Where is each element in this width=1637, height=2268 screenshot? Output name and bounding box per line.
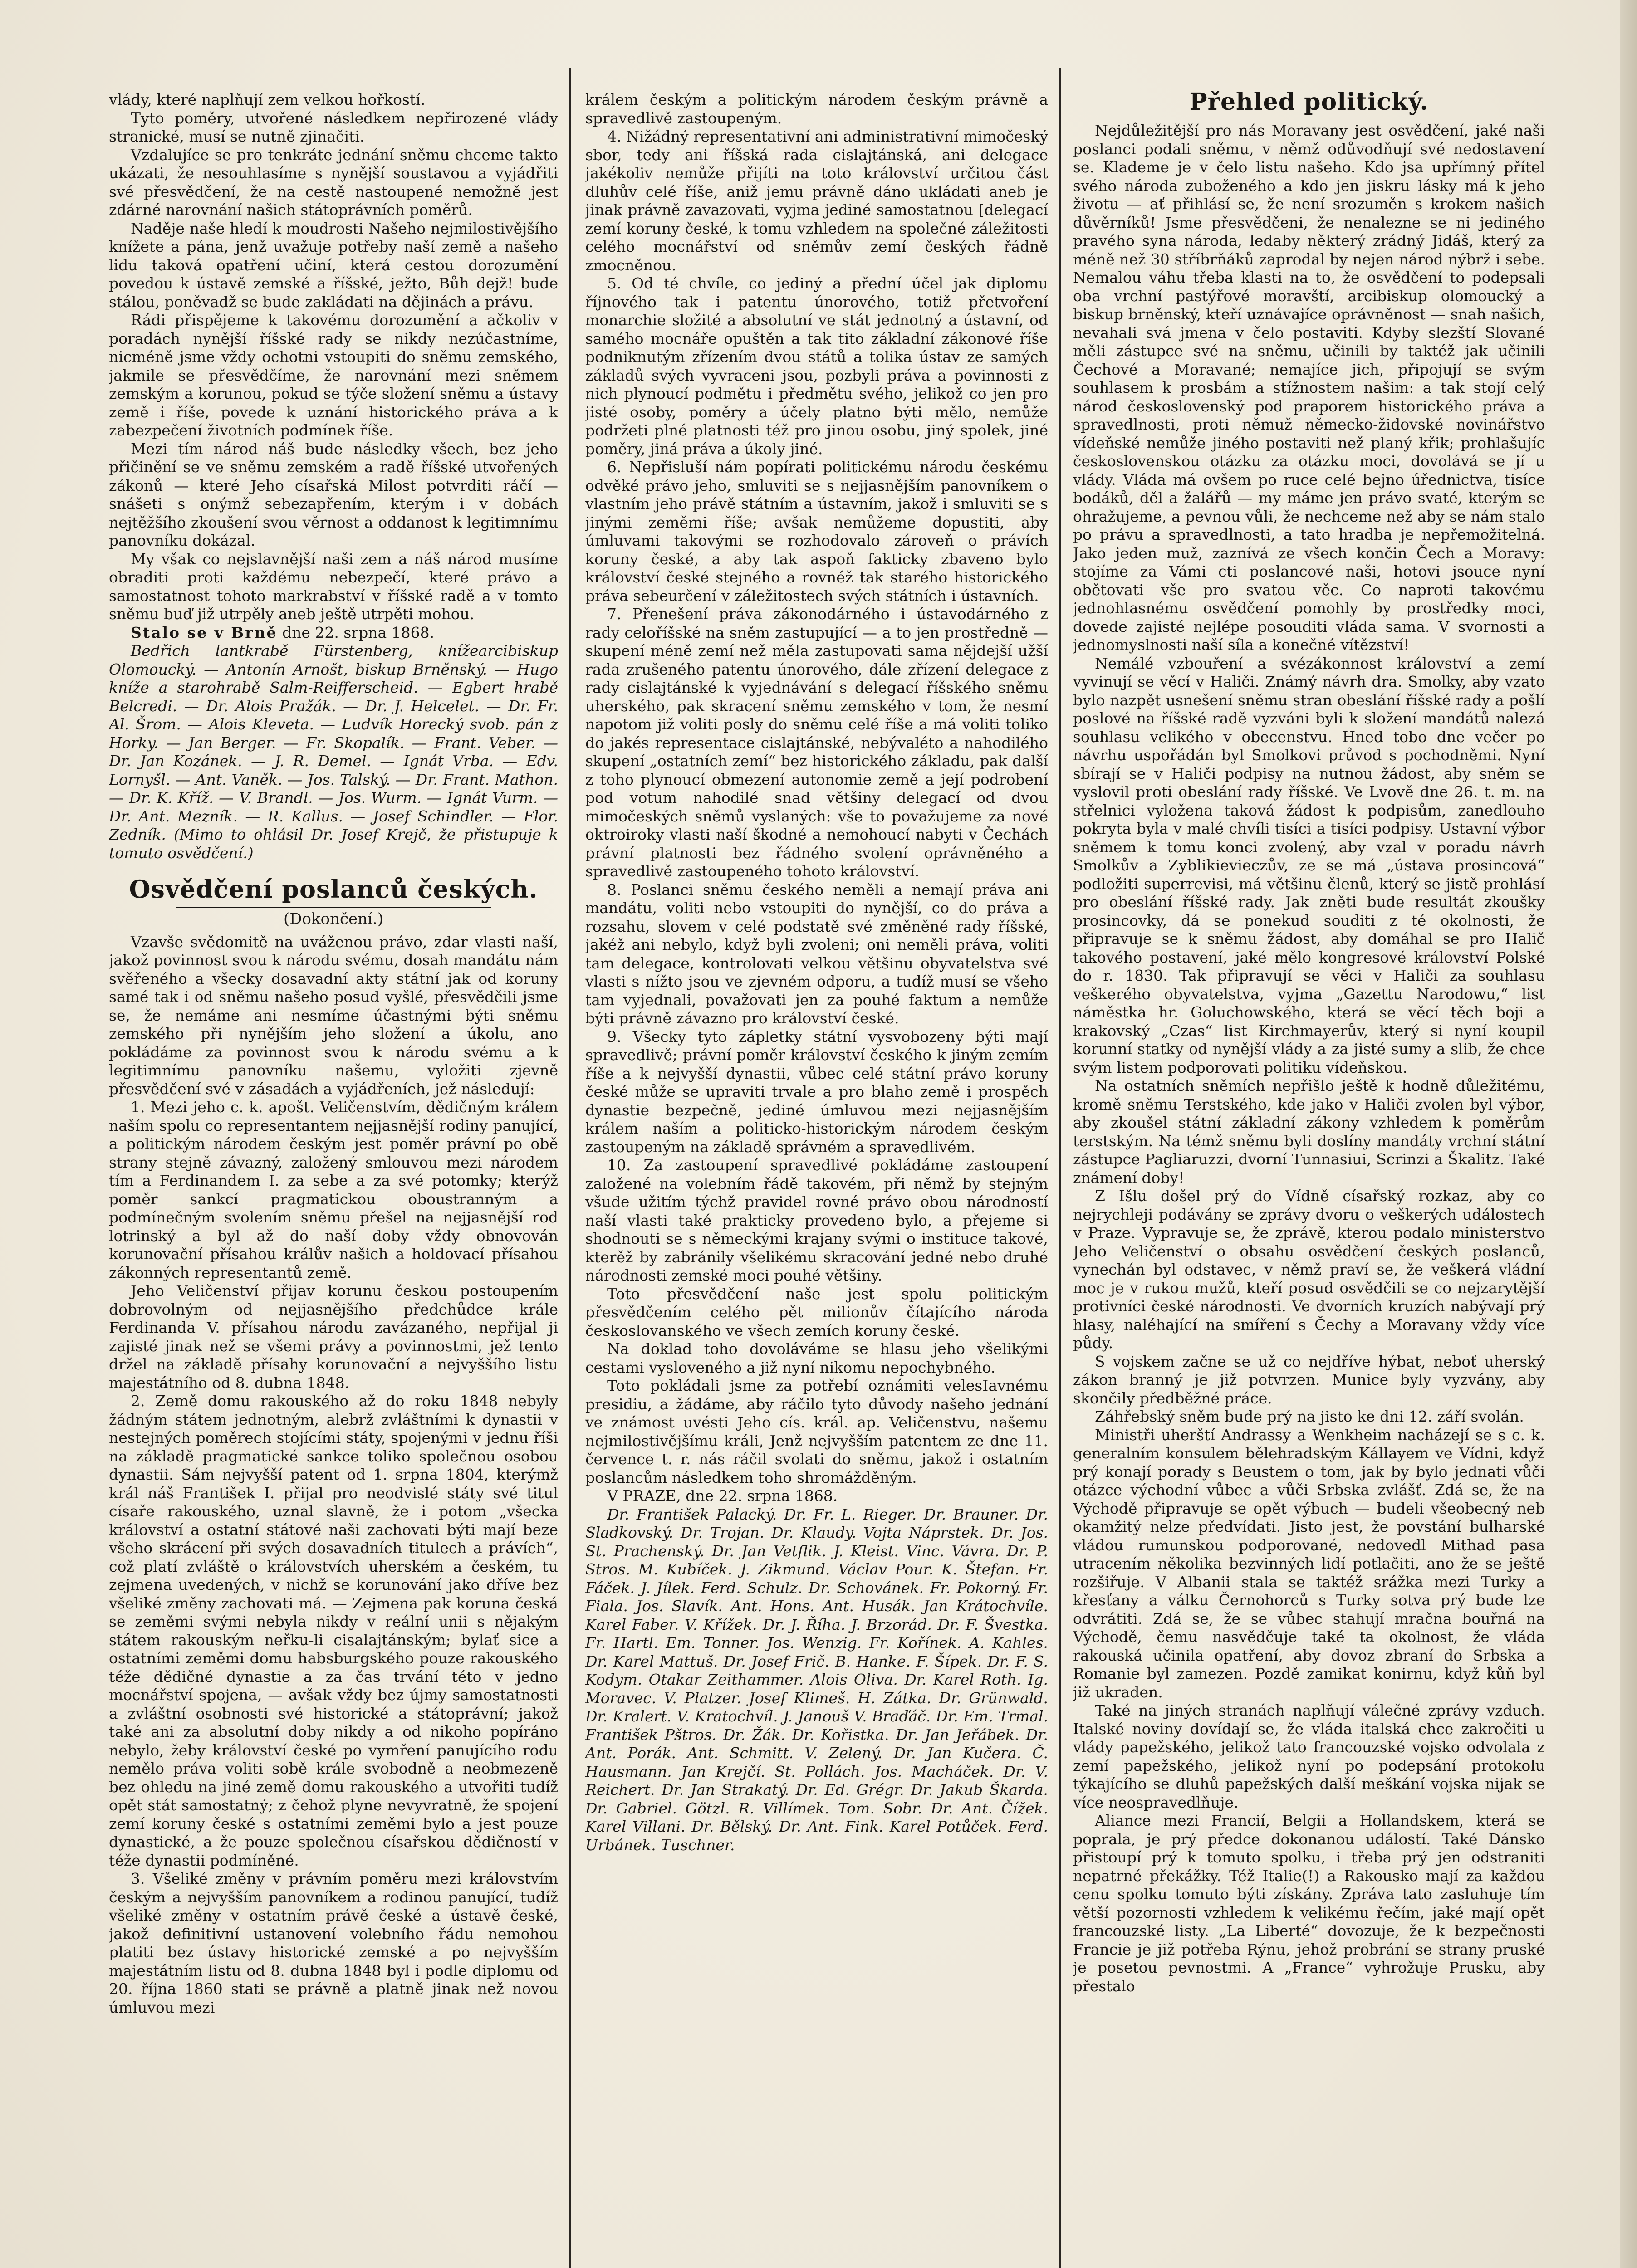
- paragraph: Rádi přispějeme k takovému dorozumění a ačkoliv v poradách nynější říšské rady se nikdy nezúčastníme, nicméně jsme vždy ochotni vstoupiti do sněmu zemského, jakmile se přesvědčíme, že narovnání mezi sněmem zemským a korunou, pokud se týče složení sněmu a ústavy země i říše, povede k uznání historického práva a k zabezpečení životních podmínek říše.: [109, 311, 558, 439]
- paragraph: Z Išlu došel prý do Vídně císařský rozkaz, aby co nejrychleji podávány se zprávy dvoru o veškerých událostech v Praze. Vypravuje se, že zprávě, kterou podalo ministerstvo Jeho Veličenství o obsahu osvědčení českých poslanců, vynechán byl odstavec, v němž praví se, že veškerá vládní moc je v rukou mužů, kteří posud osvědčili se co nejzarytější protivníci české národnosti. Ve dvorních kruzích nabývají prý hlasy, naléhající na smíření s Čechy a Moravany vždy více půdy.: [1073, 1187, 1545, 1352]
- paragraph: 9. Všecky tyto zápletky státní vysvobozeny býti mají spravedlivě; právní poměr království českého k jiným zemím říše a k nejvyšší dynastii, vůbec celé státní právo koruny české může se upraviti trvale a pro blaho země i prospěch dynastie bezpečně, jediné úmluvou mezi nejjasnějším králem naším a politicko-historickým národem českým zastoupeným na základě správném a spravedlivém.: [585, 1027, 1048, 1156]
- paragraph: 3. Všeliké změny v právním poměru mezi královstvím českým a nejvyšším panovníkem a rodinou panující, tudíž všeliké změny v ostatním právě české a ústavě české, jakož definitivní ustanovení volebního řádu nemohou platiti bez ústavy historické zemské a po nejvyšším majestátním listu od 8. dubna 1848 byl i podle diplomu od 20. října 1860 stati se právně a platně jinak než novou úmluvou mezi: [109, 1870, 558, 2016]
- column-2: [585, 91, 1048, 2268]
- paragraph: Nemálé vzbouření a svézákonnost království a zemí vyvinují se věcí v Haliči. Známý návrh dra. Smolky, aby vzato bylo nazpět usnešení sněmu stran obeslání říšské rady a pošlí poslové na říšské radě vyzváni byli k složení mandátů nalezá souhlasu velikého v obecenstvu. Hned tobo dne večer po návrhu uspořádán byl Smolkovi průvod s pochodněmi. Nyní sbírají se v Haliči podpisy na nutnou žádost, aby sněm se vyslovil proti obeslání rady říšské. Ve Lvově dne 26. t. m. na střelnici vyložena taková žádost k podpisům, zanedlouho pokryta byla v malé chvíli tisíci a tisíci podpisy. Ustavní výbor sněmem k tomu konci zvolený, aby vzal v poradu návrh Smolkův a Zyblikievieczův, ze se má „ústava prosincová“ podložiti superrevisi, má většinu členů, který se jistě prohlásí pro obeslání říšské rady. Jak zněti bude resultát zkoušky prosincovky, dá se ponekud souditi z té okolnosti, že připravuje se k sněmu žádost, aby domáhal se pro Halič takového postavení, jaké mělo kongresové království Polské do r. 1830. Tak připravují se věci v Haliči za souhlasu veškerého obyvatelstva, vyjma „Gazettu Narodowu,“ list náměstka hr. Goluchowského, která se věcí těch boji a krakovský „Czas“ list Kirchmayerův, který si nyní koupil korunní statky od nynější vlády a za jisté sumy a slib, že chce svým listem podporovati politiku vídeňskou.: [1073, 654, 1545, 1076]
- paragraph: 1. Mezi jeho c. k. apošt. Veličenstvím, dědičným králem naším spolu co representantem nejjasnější rodiny panující, a politickým národem českým jest poměr právní po obě strany stejně závazný, založený smlouvou mezi národem tím a Ferdinandem I. za sebe a za své potomky; kterýž poměr sankcí pragmatickou oboustranným a podmínečným svolením sněmu přešel na nejjasnější rod lotrinský a byl až do naší doby vždy obnovován korunovační přísahou králův našich a holdovací přísahou zákonných representantů země.: [109, 1098, 558, 1281]
- paragraph: My však co nejslavnější naši zem a náš národ musíme obraditi proti každému nebezpečí, které právo a samostatnost tohoto markrabství v říšské radě a v tomto sněmu buď již utrpěly aneb ještě utrpěti mohou.: [109, 550, 558, 623]
- paragraph: 5. Od té chvíle, co jediný a přední účel jak diplomu říjnového tak i patentu únorového, totiž přetvoření monarchie složité a absolutní ve stát jednotný a ústavní, od samého mocnáře opuštěn a tak tito základní zákonové říše podniknutým zřízením dvou států a tolika ústav ze samých základů svých vyvraceni jsou, pozbyli práva a povinnosti z nich plynoucí podmětu i předmětu svého, jelikož co jen pro jisté osoby, poměry a účely platno býti mělo, nemůže podržeti plné platnosti též pro jinou osobu, jiný spolek, jiné poměry, jiná práva a úkoly jiné.: [585, 274, 1048, 458]
- article-subhead: (Dokončení.): [284, 910, 383, 928]
- paragraph: Aliance mezi Francií, Belgii a Hollandskem, která se poprala, je prý předce dokonanou událostí. Také Dánsko přistoupí prý k tomuto spolku, i třeba prý jen odstraniti nepatrné překážky. Též Italie(!) a Rakousko mají za každou cenu spolku tomuto býti získány. Zpráva tato zasluhuje tím větší pozornosti vzhledem k velikému řečím, jaké mají opět francouzské listy. „La Liberté“ dovozuje, že k bezpečnosti Francie je již potřeba Rýnu, jehož probrání se strany pruské je posetou pevnostmi. A „France“ vyhrožuje Prusku, aby přestalo: [1073, 1812, 1545, 1995]
- section-title: Přehled politický.: [1189, 91, 1429, 116]
- paragraph: Na doklad toho dovoláváme se hlasu jeho všelikými cestami vysloveného a již nyní nikomu nepochybného.: [585, 1340, 1048, 1376]
- paragraph: Na ostatních sněmích nepřišlo ještě k hodně důležitému, kromě sněmu Terstského, kde jako v Haliči zvolen byl výbor, aby zkoušel státní základní zákony vzhledem k poměrům terstským. Na témž sněmu byli doslíny mandáty vrchní státní zástupce Pagliaruzzi, dvorní Tunnasiui, Scrinzi a Škalitz. Také známení doby!: [1073, 1077, 1545, 1187]
- paragraph: Vzavše svědomitě na uváženou právo, zdar vlasti naší, jakož povinnost svou k národu svému, dosah mandátu nám svěřeného a všecky dosavadní akty státní jak od koruny samé tak i od sněmu našeho posud vyšlé, přesvědčili jsme se, že nemáme ani nesmíme účastnými býti sněmu zemského při nynějším jeho složení a úkolu, ano pokládáme za povinnost svou k národu svému a k legitimnímu panovníku našemu, vyložiti zjevně přesvědčení své v zásadách a vyjádřeních, jež následují:: [109, 933, 558, 1098]
- paragraph: Jeho Veličenství přijav korunu českou postoupením dobrovolným od nejjasnějšího předchůdce krále Ferdinanda V. přísahou národu zavázaného, nepřijal ji zajisté jinak než se všemi právy a povinnostmi, jež tento držel na základě přísahy korunovační a nejvyššího listu majestátního od 8. dubna 1848.: [109, 1282, 558, 1392]
- paragraph: králem českým a politickým národem českým právně a spravedlivě zastoupeným.: [585, 91, 1048, 127]
- article-headline: Osvědčení poslanců českých.: [129, 875, 538, 904]
- paragraph: Toto přesvědčení naše jest spolu politickým přesvědčením celého pět milionův čítajícího národa českoslovanského ve všech zemích koruny české.: [585, 1285, 1048, 1339]
- dateline: [109, 624, 558, 642]
- paragraph: Mezi tím národ náš bude následky všech, bez jeho přičinění se ve sněmu zemském a radě říšské utvořených zákonů — které Jeho císařská Milost potvrditi ráčí — snášeti s onýmž sebezapřením, kterým i v dobách nejtěžšího zkoušení svou věrnost a oddanost k legitimnímu panovníku dokázal.: [109, 440, 558, 549]
- column-1: [109, 91, 558, 2268]
- column-3: [1073, 91, 1545, 2268]
- paragraph: Toto pokládali jsme za potřebí oznámiti velesIavnému presidiu, a žádáme, aby ráčilo tyto důvody našeho jednání ve známost uvésti Jeho cís. král. ap. Veličenstvu, našemu nejmilostivějšímu králi, Jenž nejvyšším patentem ze dne 11. července t. r. nás ráčil svolati do sněmu, jakož i ostatním poslancům následkem toho shromážděným.: [585, 1377, 1048, 1486]
- paragraph: 2. Země domu rakouského až do roku 1848 nebyly žádným státem jednotným, alebrž zvláštními k dynastii v nestejných poměrech stojícími státy, spojenými v jednu říši na základě pragmatické sankce toliko společnou osobou dynastii. Sám nejvyšší patent od 1. srpna 1804, kterýmž král náš František I. přijal pro neodvislé státy své titul císaře rakouského, uznal slavně, že i potom „všecka království a ostatní státové naši zachovati býti mají beze všeho skrácení při svých dosavadních titulech a právích“, což platí zvláště o královstvích uherském a českém, tu zejmena uvedených, v nichž se korunování jako dříve bez všeliké změny zachovati má. — Zejmena pak koruna česká se zeměmi svými nebyla nikdy v reální unii s nějakým státem rakouským neřku-li cisalajtánským; bylať sice a ostatními zeměmi domu habsburgského pouze rakouského téže dědičné dynastie a za čas trvání této v jedno mocnářství spojena, — avšak vždy bez újmy samostatnosti a zvláštní osobnosti své historické a státoprávní; jakož také ani za absolutní doby nikdy a od nikoho popíráno nebylo, žeby království české po vymření panujícího rodu nemělo práva voliti sobě krále svobodně a neobmezeně bez ohledu na jiné země domu rakouského a utvořiti tudíž opět stát samostatný; z čehož plyne nevyvratně, že spojení zemí koruny české s ostatními zeměmi bylo a jest pouze dynastické, a že pouze společnou císařskou dědičností v téže dynastii podmíněné.: [109, 1392, 558, 1869]
- dateline-date: dne 22. srpna 1868.: [282, 623, 435, 641]
- paragraph: 7. Přenešení práva zákonodárného i ústavodárného z rady celoříšské na sněm zastupující — a to jen prostředně — skupení méně zemí než měla zastupovati sama nějdejší užší rada zrušeného patentu únorového, dále zřízení delegace z rady cislajtánské k vyjednávání s delegací říšského sněmu uherského, pak skracení sněmu zemského v tom, že nesmí napotom již voliti posly do sněmu celé říše a má voliti toliko do jakés representace cislajtánské, nebývaléto a nahodilého skupení „ostatních zemí“ bez historického základu, pak další z toho plynoucí obmezení autonomie země a její podrobení pod votum nahodilé snad většiny delegací od dvou mimočeských sněmů vyslaných: vše to považujeme za nové oktroiroky vlasti naší škodné a nemohoucí nabyti v Čechách právní platnosti bez řádného svolení oprávněného a spravedlivě zastoupeného tohoto království.: [585, 605, 1048, 880]
- dateline-label: Stalo se v Brně: [131, 623, 278, 641]
- paragraph: Záhřebský sněm bude prý na jisto ke dni 12. září svolán.: [1095, 1408, 1524, 1425]
- page-edge: [1620, 0, 1637, 2268]
- paragraph: 6. Nepřisluší nám popírati politickému národu českému odvěké právo jeho, smluviti se s nejjasnějším panovníkem o vlastním jeho právě státním a ústavním, jakož i smluviti se s jinými zeměmi říše; avšak nemůžeme dopustiti, aby úmluvami takovými se rozhodovalo zároveň o právích koruny české, a aby tak aspoň fakticky zbaveno bylo království české stejného a rovnéž tak starého historického práva sebeurčení v záležitostech svých státních i ústavních.: [585, 458, 1048, 605]
- paragraph: 8. Poslanci sněmu českého neměli a nemají práva ani mandátu, voliti nebo vstoupiti do nynější, co do práva a rozsahu, slovem v celé podstatě své změněné rady říšské, jakéž ani nebylo, když byli zvoleni; oni neměli práva, voliti tam delegace, kontrolovati velkou většinu obyvatelstva své vlasti s nížto jsou ve zjevném odporu, a tudíž musí se všeho tam vyjednali, považovati jen za pouhé faktum a nemůže býti právně závazno pro království české.: [585, 880, 1048, 1027]
- column-rule-2: [1059, 68, 1061, 2268]
- dateline: V PRAZE, dne 22. srpna 1868.: [607, 1487, 838, 1505]
- paragraph: Naděje naše hledí k moudrosti Našeho nejmilostivějšího knížete a pána, jenž uvažuje potřeby naší země a našeho lidu taková opatření učiní, která cestou dorozumění povedou k ústavě zemské a říšské, ježto, Bůh dejž! bude stálou, poněvadž se bude zakládati na dějinách a právu.: [109, 219, 558, 311]
- paragraph: Také na jiných stranách naplňují válečné zprávy vzduch. Italské noviny dovídají se, že vláda italská chce zakročiti u vlády papežského, jelikož tato francouzské vojsko odvolala z zemí papežského, jelikož nyní po podepsání protokolu týkajícího se dluhů papežských další meškání vojska nijak se více neospravedlňuje.: [1073, 1701, 1545, 1811]
- headline-rule: [176, 907, 491, 908]
- paragraph: vlády, které naplňují zem velkou hořkostí.: [109, 91, 426, 108]
- paragraph: 10. Za zastoupení spravedlivé pokládáme zastoupení založené na volebním řádě takovém, při němž by stejným všude užitím týchž pravidel rovné právo obou národností naší vlasti také prakticky provedeno bylo, a přejeme si shodnouti se s německými krajany svými o instituce takové, kterěž by zabránily všelikému skracování jedné nebo druhé národnosti zemské moci pouhé většiny.: [585, 1156, 1048, 1284]
- paragraph: Nejdůležitější pro nás Moravany jest osvědčení, jaké naši poslanci podali sněmu, v němž odůvodňují své nedostavení se. Klademe je v čelo listu našeho. Kdo jsa upřímný přítel svého národa zuboženého a kdo jen jiskru lásky má k jeho životu — ať přihlásí se, že není srozuměn s krokem našich důvěrníků! Jsme přesvědčeni, že nenalezne se ni jediného pravého syna národa, ledaby některý zrádný Jidáš, který za méně než 30 stříbrňáků zaprodal by nejen národ nýbrž i sebe. Nemalou váhu třeba klasti na to, že osvědčení to podepsali oba vrchní pastýřové moravští, arcibiskup olomoucký a biskup brněnský, kteří uznávajíce oprávněnost — snah našich, nevahali svá jmena v čelo postaviti. Kdyby slezští Slované měli zástupce své na sněmu, učinili by taktéž jak učinili Čechové a Moravané; nemajíce jich, připojují se svým souhlasem k prosbám a stížnostem našim: a tak stojí celý národ československý pod praporem historického práva a spravedlnosti, proti němuž německo-židovské novinářstvo vídeňské nemůže jiného postaviti než planý křik; prohlašujíc československou otázku za otázku moci, dovolává se jí u vlády. Vláda má ovšem po ruce celé bejno úřednictva, tisíce bodáků, děl a žalářů — my máme jen právo svaté, kterým se ohražujeme, a pevnou vůli, že nechceme než aby se nám stalo po právu a spravedlnosti, a tato hradba je nepřemožitelná. Jako jeden muž, zaznívá ze všech končin Čech a Moravy: stojíme za Vámi cti poslancové naši, hotovi jsouce nyní obětovati vše pro svatou věc. Co naproti takovému jednohlasnému osvědčení pomohly by prostředky moci, dovede zajisté nejlépe posouditi vláda sama. V svornosti a jednomyslnosti naší síla a konečné vítězství!: [1073, 122, 1545, 654]
- paragraph: S vojskem začne se už co nejdříve hýbat, neboť uherský zákon branný je již potvrzen. Munice byly vyzvány, aby skončily předběžné práce.: [1073, 1352, 1545, 1407]
- paragraph: Vzdalujíce se pro tenkráte jednání sněmu chceme takto ukázati, že nesouhlasíme s nynější soustavou a vyjádřiti své přesvědčení, že na cestě nastoupené nemožně jest zdárné narovnání našich státoprávních poměrů.: [109, 146, 558, 219]
- signatories-bohemia: Dr. František Palacký. Dr. Fr. L. Rieger. Dr. Brauner. Dr. Sladkovský. Dr. Trojan. Dr. Klaudy. Vojta Náprstek. Dr. Jos. St. Prachenský. Dr. Jan Vetflik. J. Kleist. Vinc. Vávra. Dr. P. Stros. M. Kubíček. J. Zikmund. Václav Pour. K. Štefan. Fr. Fáček. J. Jílek. Ferd. Schulz. Dr. Schovánek. Fr. Pokorný. Fr. Fiala. Jos. Slavík. Ant. Hons. Ant. Husák. Jan Krátochvíle. Karel Faber. V. Křížek. Dr. J. Říha. J. Brzorád. Dr. F. Švestka. Fr. Hartl. Em. Tonner. Jos. Wenzig. Fr. Kořínek. A. Kahles. Dr. Karel Mattuš. Dr. Josef Frič. B. Hanke. F. Šípek. Dr. F. S. Kodym. Otakar Zeithammer. Alois Oliva. Dr. Karel Roth. Ig. Moravec. V. Platzer. Josef Klimeš. H. Zátka. Dr. Grünwald. Dr. Kralert. V. Kratochvíl. J. Janouš V. Braďáč. Dr. Em. Trmal. František Pštros. Dr. Žák. Dr. Kořistka. Dr. Jan Jeřábek. Dr. Ant. Porák. Ant. Schmitt. V. Zelený. Dr. Jan Kučera. Č. Hausmann. Jan Krejčí. St. Pollách. Jos. Macháček. Dr. V. Reichert. Dr. Jan Strakatý. Dr. Ed. Grégr. Dr. Jakub Škarda. Dr. Gabriel. Götzl. R. Villímek. Tom. Sobr. Dr. Ant. Čížek. Karel Villani. Dr. Bělský. Dr. Ant. Fink. Karel Potůček. Ferd. Urbánek. Tuschner.: [585, 1505, 1048, 1854]
- signatories-moravia: Bedřich lantkrabě Fürstenberg, knížearcibiskup Olomoucký. — Antonín Arnošt, biskup Brněnský. — Hugo kníže a starohrabě Salm-Reifferscheid. — Egbert hrabě Belcredi. — Dr. Alois Pražák. — Dr. J. Helcelet. — Dr. Fr. Al. Šrom. — Alois Kleveta. — Ludvík Horecký svob. pán z Horky. — Jan Berger. — Fr. Skopalík. — Frant. Veber. — Dr. Jan Kozánek. — J. R. Demel. — Ignát Vrba. — Edv. Lornyšl. — Ant. Vaněk. — Jos. Talský. — Dr. Frant. Mathon. — Dr. K. Kříž. — V. Brandl. — Jos. Wurm. — Ignát Vurm. — Dr. Ant. Mezník. — R. Kallus. — Josef Schindler. — Flor. Zedník. (Mimo to ohlásil Dr. Josef Krejč, že přistupuje k tomuto osvědčení.): [109, 642, 558, 862]
- paragraph: Ministři uherští Andrassy a Wenkheim nacházejí se s c. k. generalním konsulem bělehradským Kállayem ve Vídni, když prý konají porady s Beustem o tom, jak by bylo jednati vůči otázce východní vůbec a vůči Srbska zvlášť. Zdá se, že na Východě připravuje se opět výbuch — budeli všeobecný neb okamžitý nelze předvídati. Jisto jest, že povstání bulharské vládou rumunskou podporované, nedovedl Mithad pasa utracením několika bezvinných lidí potlačiti, ano že se ještě rozšiřuje. V Albanii stala se taktéž srážka mezi Turky a křesťany a válku Černohorců s Turky sotva prý bude lze odvrátiti. Zdá se, že se vůbec stahují mračna bouřná na Východě, čemu nasvědčuje také ta okolnost, že vláda rakouská učinila opatření, aby dovoz zbraní do Srbska a Romanie byl zamezen. Pozdě zamikat konirnu, když kůň byl již ukraden.: [1073, 1426, 1545, 1701]
- paragraph: 4. Nižádný representativní ani administrativní mimočeský sbor, tedy ani říšská rada cislajtánská, ani delegace jakékoliv nemůže přijíti na toto království určitou část dluhův celé říše, aniž jemu právně dáno ukládati aneb je jinak právně zavazovati, vyjma jediné samostatnou [delegací zemí koruny české, k tomu vzhledem na společné záležitosti celého mocnářství od sněmův zemí českých řádně zmocněnou.: [585, 127, 1048, 274]
- paragraph: Tyto poměry, utvořené následkem nepřirozené vlády stranické, musí se nutně zjinačiti.: [109, 109, 558, 145]
- column-rule-1: [569, 68, 571, 2268]
